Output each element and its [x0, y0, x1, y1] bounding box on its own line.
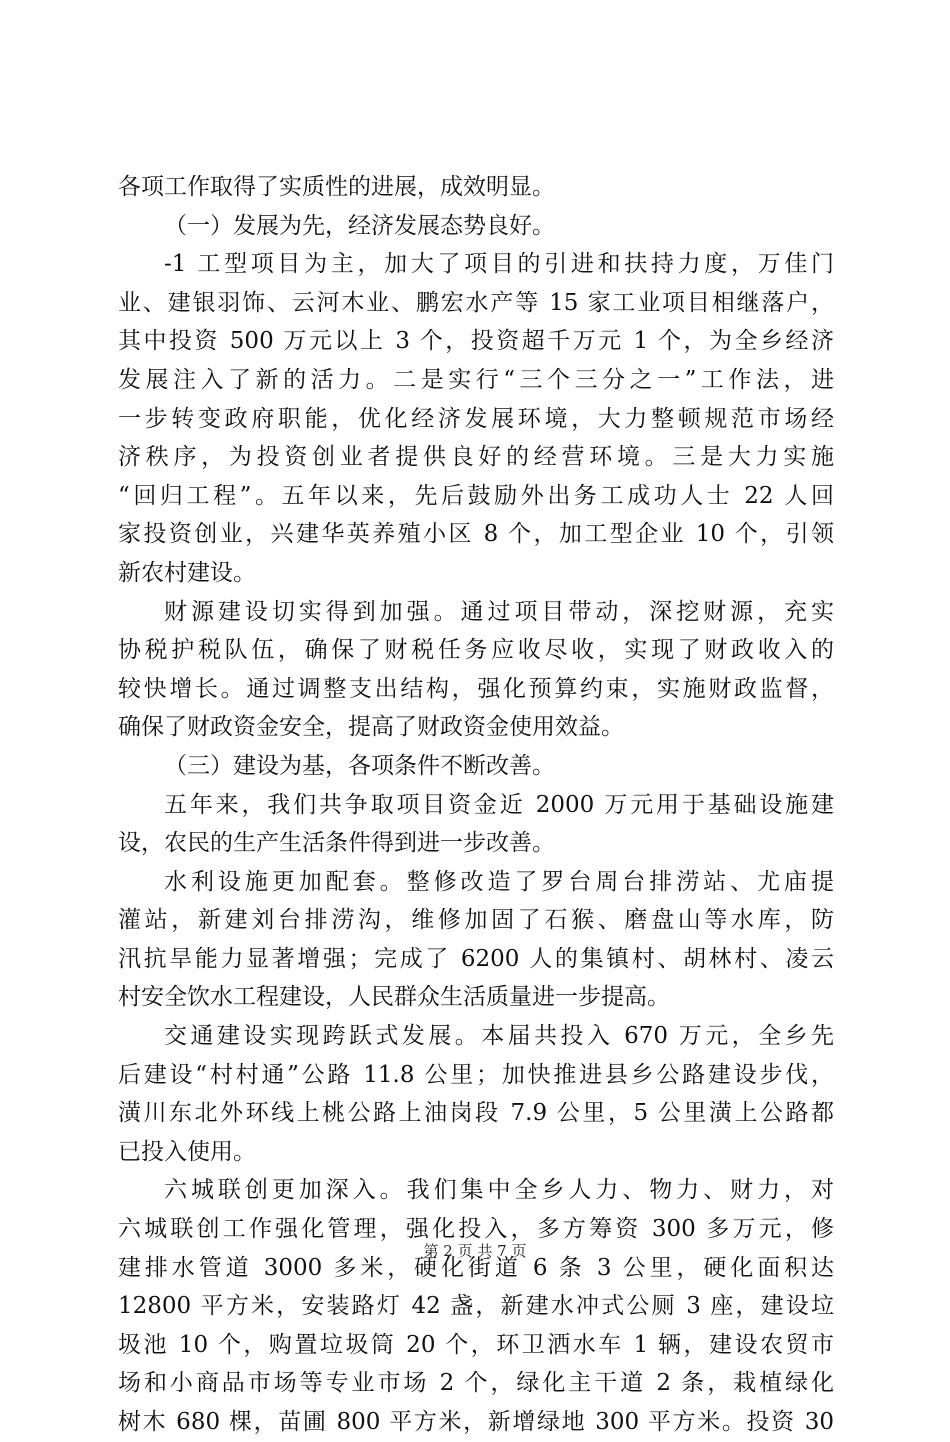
text-line: 水利设施更加配套。整修改造了罗台周台排涝站、尤庙提 [164, 868, 834, 895]
text-line: -1 工型项目为主，加大了项目的引进和扶持力度，万佳门 [164, 251, 834, 278]
text-line: 其中投资 500 万元以上 3 个，投资超千万元 1 个，为全乡经济 [118, 328, 834, 355]
text-line: 五年来，我们共争取项目资金近 2000 万元用于基础设施建 [164, 791, 834, 818]
text-line: 六城联创更加深入。我们集中全乡人力、物力、财力，对 [164, 1177, 834, 1204]
text-line: 财源建设切实得到加强。通过项目带动，深挖财源，充实 [164, 598, 834, 625]
text-line: 设，农民的生产生活条件得到进一步改善。 [118, 830, 555, 857]
text-line: 六城联创工作强化管理，强化投入，多方筹资 300 多万元，修 [118, 1216, 834, 1243]
text-line: 建排水管道 3000 多米，硬化街道 6 条 3 公里，硬化面积达 [118, 1254, 834, 1281]
text-line: 较快增长。通过调整支出结构，强化预算约束，实施财政监督， [118, 675, 834, 702]
text-line: 一步转变政府职能，优化经济发展环境，大力整顿规范市场经 [118, 405, 834, 432]
text-line: 圾池 10 个，购置垃圾筒 20 个，环卫洒水车 1 辆，建设农贸市 [118, 1331, 834, 1358]
text-line: 协税护税队伍，确保了财税任务应收尽收，实现了财政收入的 [118, 637, 834, 664]
text-line: 新农村建设。 [118, 559, 256, 586]
text-line: 村安全饮水工程建设，人民群众生活质量进一步提高。 [118, 984, 670, 1011]
text-line: 业、建银羽饰、云河木业、鹏宏水产等 15 家工业项目相继落户， [118, 289, 834, 316]
text-line: 确保了财政资金安全，提高了财政资金使用效益。 [118, 714, 624, 741]
text-line: 树木 680 棵，苗圃 800 平方米，新增绿地 300 平方米。投资 30 [118, 1409, 834, 1435]
text-line: 家投资创业，兴建华英养殖小区 8 个，加工型企业 10 个，引领 [118, 521, 834, 548]
text-line: 场和小商品市场等专业市场 2 个，绿化主干道 2 条，栽植绿化 [118, 1370, 834, 1397]
text-line: 发展注入了新的活力。二是实行“三个三分之一”工作法，进 [118, 366, 834, 393]
text-line: 各项工作取得了实质性的进展，成效明显。 [118, 174, 555, 200]
text-line: （一）发展为先，经济发展态势良好。 [164, 212, 555, 239]
text-line: 济秩序，为投资创业者提供良好的经营环境。三是大力实施 [118, 444, 834, 471]
text-line: 12800 平方米，安装路灯 42 盏，新建水冲式公厕 3 座，建设垃 [118, 1293, 834, 1320]
text-line: 汛抗旱能力显著增强；完成了 6200 人的集镇村、胡林村、凌云 [118, 945, 834, 972]
text-line: “回归工程”。五年以来，先后鼓励外出务工成功人士 22 人回 [118, 482, 834, 509]
page-footer: 第 2 页 共 7 页 [423, 1242, 527, 1260]
text-line: 灌站，新建刘台排涝沟，维修加固了石猴、磨盘山等水库，防 [118, 907, 834, 934]
text-line: 已投入使用。 [118, 1138, 256, 1165]
text-line: 交通建设实现跨跃式发展。本届共投入 670 万元，全乡先 [164, 1023, 834, 1050]
text-line: 潢川东北外环线上桃公路上油岗段 7.9 公里，5 公里潢上公路都 [118, 1100, 834, 1127]
text-line: （三）建设为基，各项条件不断改善。 [164, 752, 555, 779]
text-line: 后建设“村村通”公路 11.8 公里；加快推进县乡公路建设步伐， [118, 1061, 834, 1088]
